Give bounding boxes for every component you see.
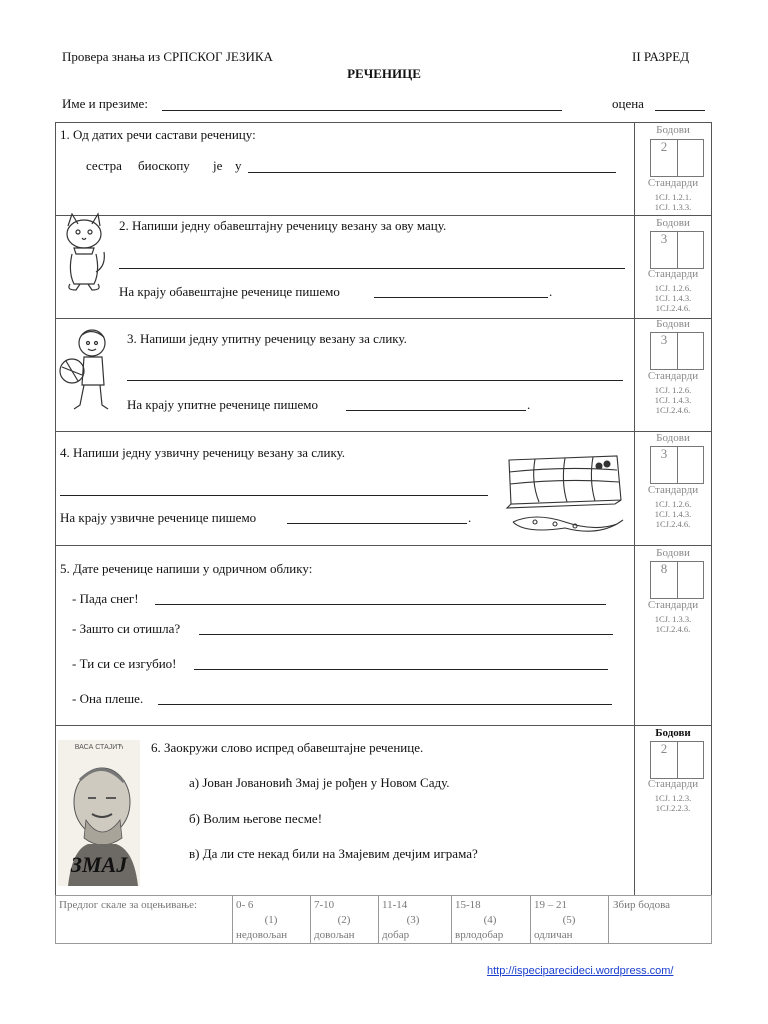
scale-label: Предлог скале за оцењивање: [59,899,198,911]
task-5-answer-line[interactable] [199,634,613,635]
standards-codes: 1СЈ. 1.2.6. 1СЈ. 1.4.3. 1СЈ.2.4.6. [654,499,692,529]
standards-label: Стандарди [647,177,699,189]
task-1-word: у [235,158,242,173]
task-4-text: 4. Напиши једну узвичну реченицу везану за слику. [60,445,346,460]
standards-codes: 1СЈ. 1.2.1. 1СЈ. 1.3.3. [654,192,692,212]
points-label: Бодови [656,217,690,229]
subject-label: Провера знања из СРПСКОГ ЈЕЗИКА [62,49,273,64]
footer-link[interactable]: http://ispeciparecideci.wordpress.com/ [487,965,674,977]
task-6-option-a[interactable]: а) Јован Јовановић Змај је рођен у Новом Саду. [189,775,450,790]
points-label: Бодови [656,124,690,136]
task-2-text: 2. Напиши једну обавештајну реченицу везану за ову мацу. [119,218,447,233]
task-5-answer-line[interactable] [155,604,606,605]
standards-label: Стандарди [647,484,699,496]
grade-label: оцена [612,96,644,111]
points-box: 3 [650,446,704,484]
grade-level: II РАЗРЕД [632,49,690,64]
task-6-option-c[interactable]: в) Да ли сте некад били на Змајевим дечјим играма? [189,846,478,861]
task-4-punct-line[interactable] [287,523,467,524]
task-5-answer-line[interactable] [194,669,608,670]
task-5-text: 5. Дате реченице напиши у одричном облику: [60,561,313,576]
task-3-punct-line[interactable] [346,410,526,411]
total-points-label: Збир бодова [613,899,671,911]
task-4-prompt: На крају узвичне реченице пишемо [60,510,257,525]
task-5-item: - Ти си се изгубио! [72,656,177,671]
name-field[interactable] [162,110,562,111]
task-2-answer-line[interactable] [119,268,625,269]
standards-codes: 1СЈ. 1.2.6. 1СЈ. 1.4.3. 1СЈ.2.4.6. [654,283,692,313]
standards-codes: 1СЈ. 1.2.3. 1СЈ.2.2.3. [654,793,692,813]
task-1-word: биоскопу [138,158,190,173]
task-6-option-b[interactable]: б) Волим његове песме! [189,811,323,826]
points-box: 3 [650,231,704,269]
points-box: 2 [650,741,704,779]
points-label: Бодови [655,727,691,739]
points-label: Бодови [656,432,690,444]
task-3-answer-line[interactable] [127,380,623,381]
standards-codes: 1СЈ. 1.2.6. 1СЈ. 1.4.3. 1СЈ.2.4.6. [654,385,692,415]
boy-with-ball-illustration [56,325,116,420]
standards-label: Стандарди [647,268,699,280]
standards-label: Стандарди [647,778,699,790]
zmaj-book-cover: ВАСА СТАЈИЋ ЗМАЈ [58,740,140,886]
points-box: 2 [650,139,704,177]
task-6-text: 6. Заокружи слово испред обавештајне реченице. [151,740,424,755]
task-2-punct-line[interactable] [374,297,548,298]
standards-codes: 1СЈ. 1.3.3. 1СЈ.2.4.6. [654,614,692,634]
standards-label: Стандарди [647,370,699,382]
task-2-prompt: На крају обавештајне реченице пишемо [119,284,340,299]
task-4-answer-line[interactable] [60,495,488,496]
page-title: РЕЧЕНИЦЕ [347,66,421,81]
task-1-word: сестра [86,158,122,173]
name-label: Име и презиме: [62,96,148,111]
points-label: Бодови [656,318,690,330]
task-3-text: 3. Напиши једну упитну реченицу везану за слику. [127,331,407,346]
task-5-item: - Зашто си отишла? [72,621,181,636]
task-5-answer-line[interactable] [158,704,612,705]
task-1-word: је [213,158,223,173]
grade-field[interactable] [655,110,705,111]
cat-illustration [58,212,110,297]
task-3-prompt: На крају упитне реченице пишемо [127,397,318,412]
task-1-text: 1. Од датих речи састави реченицу: [60,127,256,142]
task-5-item: - Пада снег! [72,591,139,606]
points-box: 3 [650,332,704,370]
points-box: 8 [650,561,704,599]
points-label: Бодови [656,547,690,559]
task-1-answer-line[interactable] [248,172,616,173]
task-5-item: - Она плеше. [72,691,144,706]
standards-label: Стандарди [647,599,699,611]
bed-and-lizard-illustration [505,452,625,549]
